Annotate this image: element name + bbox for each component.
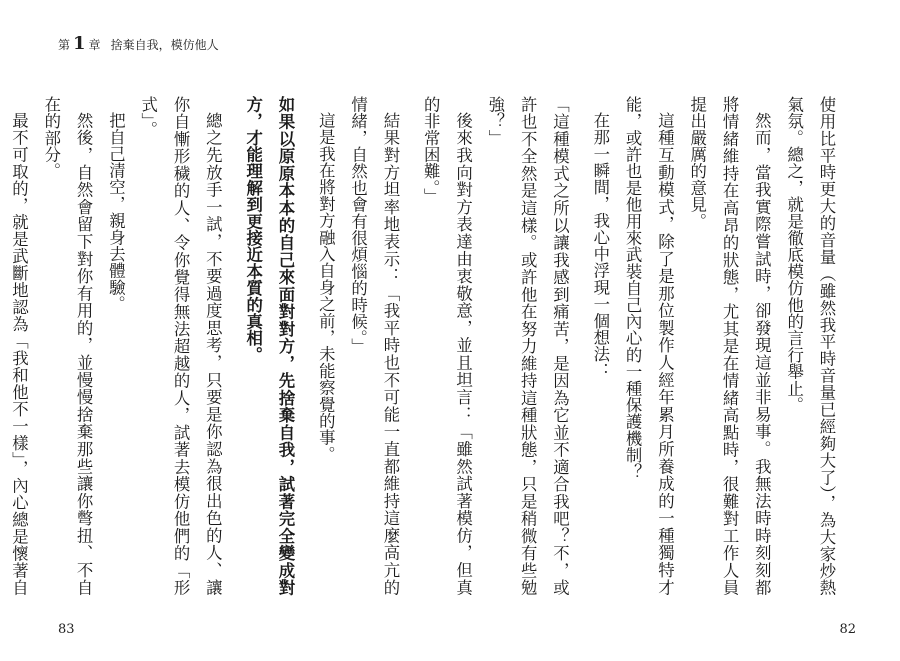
bold-emphasis-paragraph: 如果以原原本本的自己來面對對方，先捨棄自我，試著完全變成對方，才能理解到更接近本質的真相。 [243,96,295,596]
running-header [58,33,219,54]
chapter-prefix: 第 [58,38,71,52]
paragraph: 使用比平時更大的音量（雖然我平時音量已經夠大了），為大家炒熱氣氛。總之，就是徹底模仿他的言行舉止。 [784,96,836,596]
chapter-number: 1 [73,33,86,54]
paragraph: 然而，當我實際嘗試時，卻發現這並非易事。我無法時時刻刻都將情緒維持在高昂的狀態，尤其是在情緒高點時，很難對工作人員提出嚴厲的意見。 [687,96,772,596]
paragraph: 後來我向對方表達由衷敬意，並且坦言：「雖然試著模仿，但真的非常困難。」 [421,96,473,596]
page-number-right: 82 [839,622,856,637]
chapter-title: 捨棄自我，模仿他人 [110,38,219,52]
paragraph: 總之先放手一試，不要過度思考，只要是你認為很出色的人、讓你自慚形穢的人、令你覺得無法超越的人，試著去模仿他們的「形式」。 [138,96,223,596]
vertical-body-text [9,96,842,596]
page-number-left: 83 [58,622,75,637]
paragraph: 最不可取的，就是武斷地認為「我和他不一樣」，內心總是懷著自 [9,112,29,596]
paragraph: 這種互動模式，除了是那位製作人經年累月所養成的一種獨特才能，或許也是他用來武裝自己內心的一種保護機制？ [623,96,675,596]
paragraph: 然後，自然會留下對你有用的，並慢慢捨棄那些讓你彆扭、不自在的部分。 [41,96,94,596]
paragraph: 這是我在將對方融入自身之前，未能察覺的事。 [316,112,336,464]
paragraph: 把自己清空，親身去體驗。 [106,112,126,313]
paragraph: 在那一瞬間，我心中浮現一個想法： [590,112,610,380]
quote-paragraph: 「這種模式之所以讓我感到痛苦，是因為它並不適合我吧？不，或許也不全然是這樣。或許他在努力維持這種狀態，只是稍微有些勉強？」 [485,96,570,596]
paragraph: 結果對方坦率地表示：「我平時也不可能一直都維持這麼高亢的情緒，自然也會有很煩惱的時候。」 [348,96,400,596]
chapter-suffix: 章 [88,38,101,52]
